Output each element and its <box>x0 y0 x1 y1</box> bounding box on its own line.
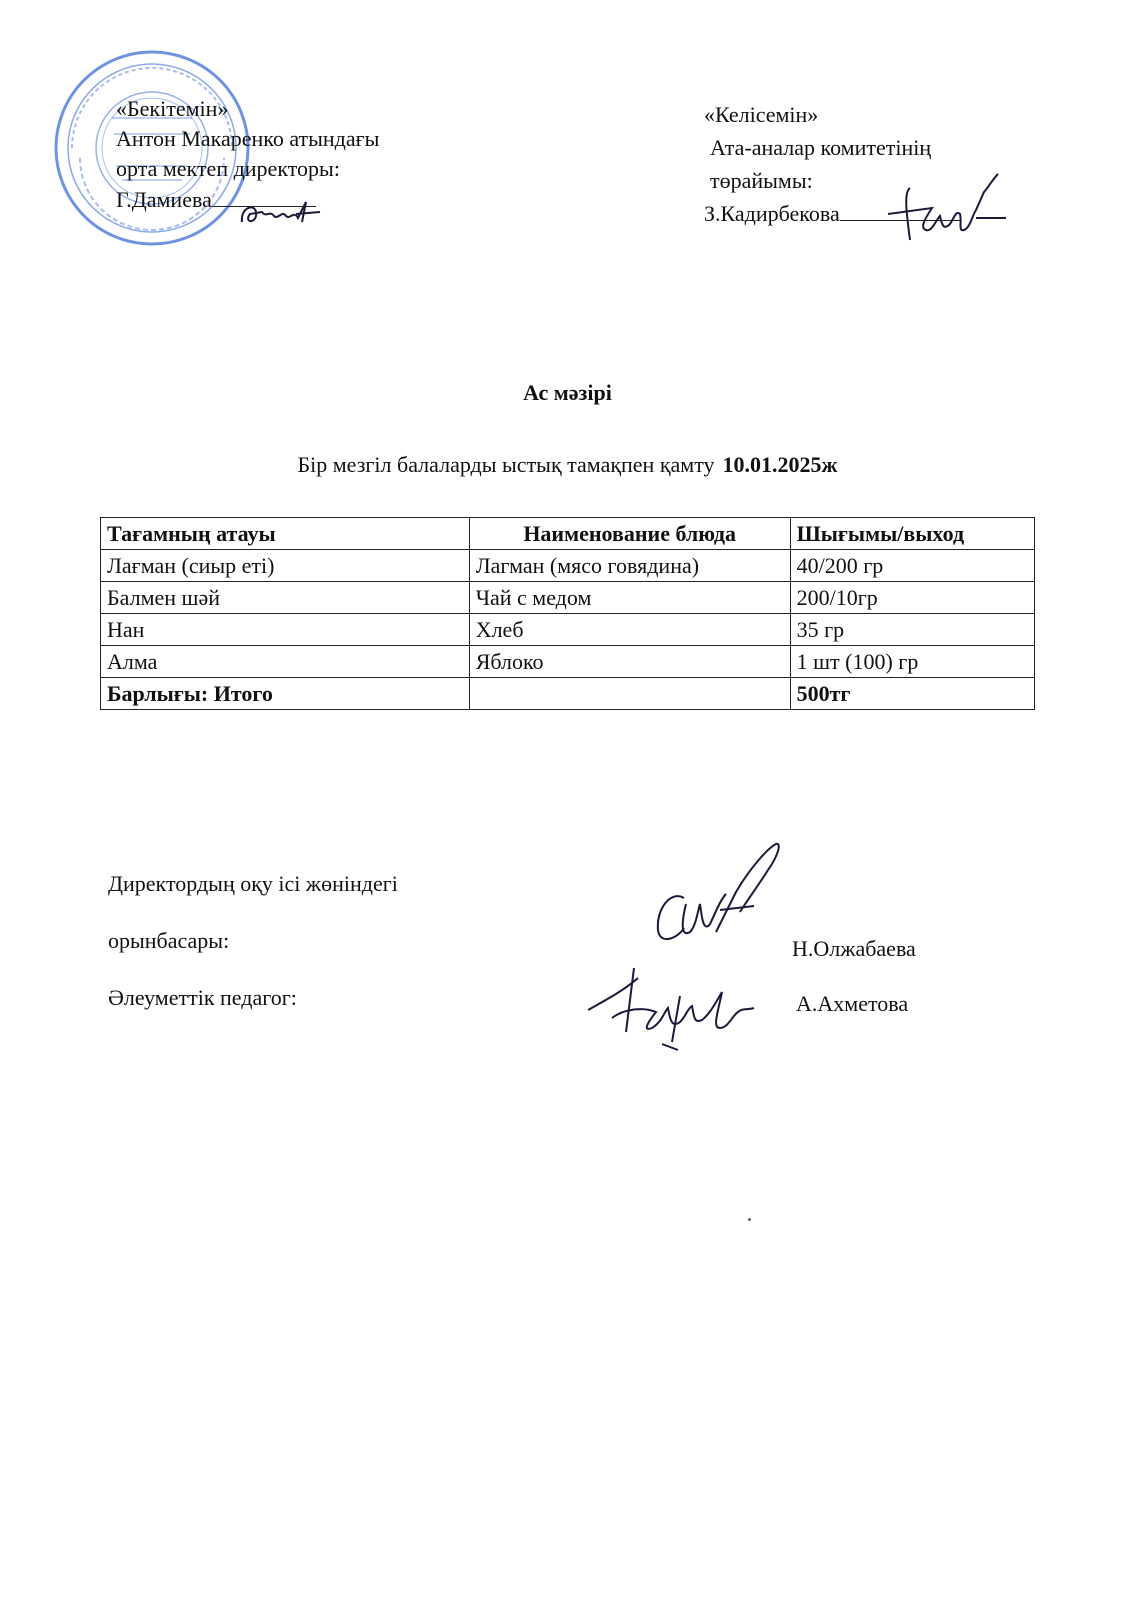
total-label-cell: Барлығы: Итого <box>101 678 470 710</box>
role-deputy-line1: Директордың оқу ісі жөніндегі <box>108 871 398 896</box>
committee-chair-signature <box>880 170 1020 254</box>
approval-right-line2: төрайымы: <box>710 168 813 193</box>
table-header-row <box>101 518 1035 550</box>
approval-right-signer: З.Кадирбекова <box>704 201 840 226</box>
pedagogue-name: А.Ахметова <box>796 991 909 1016</box>
table-row <box>101 646 1035 678</box>
document-title: Ас мәзірі <box>523 380 612 405</box>
subtitle-date: 10.01.2025ж <box>722 452 838 477</box>
column-header-russian-name: Наименование блюда <box>469 518 790 550</box>
role-social-pedagogue: Әлеуметтік педагог: <box>108 985 297 1010</box>
director-signature <box>236 192 328 232</box>
table-cell: 40/200 гр <box>790 550 1034 582</box>
footer-roles <box>108 870 398 1041</box>
table-cell: 1 шт (100) гр <box>790 646 1034 678</box>
table-cell: 35 гр <box>790 614 1034 646</box>
table-cell: Яблоко <box>469 646 790 678</box>
table-total-row <box>101 678 1035 710</box>
deputy-signature <box>650 840 800 960</box>
table-cell: 200/10гр <box>790 582 1034 614</box>
role-deputy-line2: орынбасары: <box>108 928 230 953</box>
table-cell: Лағман (сиыр еті) <box>101 550 470 582</box>
approval-left-signer: Г.Дамиева <box>116 187 212 212</box>
document-subtitle <box>0 452 1135 478</box>
deputy-name: Н.Олжабаева <box>792 936 916 961</box>
pedagogue-signature <box>582 962 762 1052</box>
table-cell: Чай с медом <box>469 582 790 614</box>
paper-speck <box>748 1218 751 1221</box>
approval-left-line1: Антон Макаренко атындағы <box>116 126 380 151</box>
table-cell: Балмен шәй <box>101 582 470 614</box>
table-cell: Лагман (мясо говядина) <box>469 550 790 582</box>
total-empty-cell <box>469 678 790 710</box>
table-cell: Нан <box>101 614 470 646</box>
table-cell: Алма <box>101 646 470 678</box>
approval-right-heading: «Келісемін» <box>704 102 819 127</box>
column-header-kazakh-name: Тағамның атауы <box>101 518 470 550</box>
table-row <box>101 582 1035 614</box>
approval-left-heading: «Бекітемін» <box>116 96 229 121</box>
table-cell: Хлеб <box>469 614 790 646</box>
approval-left-line2: орта мектеп директоры: <box>116 156 340 181</box>
table-row <box>101 614 1035 646</box>
total-value-cell: 500тг <box>790 678 1034 710</box>
column-header-yield: Шығымы/выход <box>790 518 1034 550</box>
table-row <box>101 550 1035 582</box>
subtitle-text: Бір мезгіл балаларды ыстық тамақпен қамту <box>297 452 715 477</box>
approval-right-line1: Ата-аналар комитетінің <box>710 135 932 160</box>
menu-table <box>100 517 1035 710</box>
